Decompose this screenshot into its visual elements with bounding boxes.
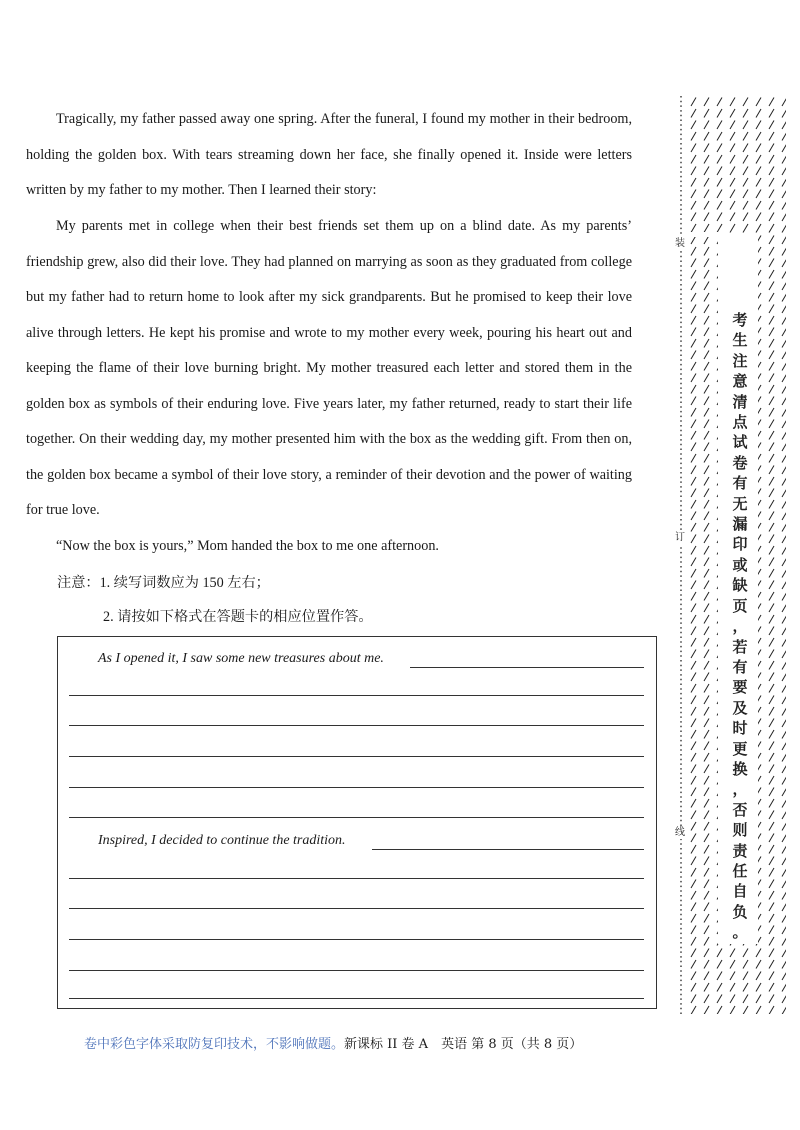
answer-line[interactable] <box>372 849 644 850</box>
notice-glyph: 缺 <box>732 576 748 595</box>
answer-line[interactable] <box>69 998 644 999</box>
binding-mark-zhuang: 装 <box>675 238 685 249</box>
notice-glyph: 试 <box>732 433 748 452</box>
notice-glyph: 责 <box>732 841 748 860</box>
notice-glyph: 否 <box>732 800 748 819</box>
binding-mark-xian: 线 <box>675 827 685 838</box>
notice-glyph: 无 <box>732 494 748 513</box>
binding-mark-ding: 订 <box>675 532 685 543</box>
answer-line[interactable] <box>410 667 644 668</box>
notice-glyph: 若 <box>732 637 748 656</box>
answer-line[interactable] <box>69 878 644 879</box>
continuation-prompt-1: As I opened it, I saw some new treasures about me. <box>98 651 384 666</box>
notice-glyph: 页 <box>732 596 748 615</box>
notice-glyph: 及 <box>732 698 748 717</box>
notice-glyph: ， <box>732 780 748 799</box>
note-item-1 <box>57 572 270 592</box>
answer-box <box>57 636 657 1009</box>
notice-glyph: 清 <box>732 392 748 411</box>
notice-glyph: 自 <box>732 882 748 901</box>
passage-paragraph-3: “Now the box is yours,” Mom handed the box to me one afternoon. <box>56 538 439 554</box>
answer-line[interactable] <box>69 939 644 940</box>
notice-glyph: 生 <box>732 331 748 350</box>
answer-line[interactable] <box>69 725 644 726</box>
page-footer <box>84 1033 582 1052</box>
notice-glyph: 。 <box>732 923 748 942</box>
notice-glyph: 任 <box>732 861 748 880</box>
note-item-1-text: 1. 续写词数应为 150 左右； <box>99 575 270 591</box>
notice-glyph: 负 <box>732 902 748 921</box>
answer-line[interactable] <box>69 756 644 757</box>
notice-glyph: 意 <box>732 372 748 391</box>
notice-glyph: 点 <box>732 413 748 432</box>
continuation-prompt-2: Inspired, I decided to continue the tradition. <box>98 833 346 848</box>
notice-glyph: 卷 <box>732 453 748 472</box>
notice-glyph: 更 <box>732 739 748 758</box>
notice-glyph: 有 <box>732 474 748 493</box>
notice-glyph: ， <box>732 617 748 636</box>
answer-line[interactable] <box>69 787 644 788</box>
notice-glyph: 要 <box>732 678 748 697</box>
answer-line[interactable] <box>69 970 644 971</box>
notice-glyph: 则 <box>732 821 748 840</box>
notice-glyph: 注 <box>732 351 748 370</box>
notice-glyph: 印 <box>732 535 748 554</box>
anti-copy-note: 卷中彩色字体采取防复印技术，不影响做题。 <box>84 1037 345 1052</box>
notice-glyph: 或 <box>732 555 748 574</box>
passage-paragraph-1: Tragically, my father passed away one spring. After the funeral, I found my mother in their bedroom, holding the golden box. With tears streaming down her face, she finally opened it. Inside were letters written by my father to my mother. Then I learned their story: <box>26 111 632 198</box>
answer-line[interactable] <box>69 695 644 696</box>
answer-line[interactable] <box>69 817 644 818</box>
answer-line[interactable] <box>69 908 644 909</box>
notice-glyph: 考 <box>732 311 748 329</box>
page-info: 新课标 II 卷 A 英语 第 8 页（共 8 页） <box>344 1037 583 1052</box>
exam-notice-vertical <box>729 310 751 943</box>
note-item-2: 2. 请按如下格式在答题卡的相应位置作答。 <box>103 609 373 625</box>
notice-glyph: 漏 <box>732 515 748 534</box>
passage-paragraph-2: My parents met in college when their best friends set them up on a blind date. As my parents’ friendship grew, also did their love. They had planned on marrying as soon as they graduated from college but my father had to return home to look after my sick grandparents. But he promised to keep their love alive through letters. He kept his promise and wrote to my mother every week, pouring his heart out and keeping the flame of their love burning bright. My mother treasured each letter and stored them in the golden box as symbols of their enduring love. Five years later, my father returned, ready to start their life together. On their wedding day, my mother presented him with the box as the wedding gift. From then on, the golden box became a symbol of their love story, a reminder of their devotion and the power of waiting for true love. <box>26 218 632 518</box>
note-label: 注意： <box>57 575 100 591</box>
notice-glyph: 时 <box>732 719 748 738</box>
notice-glyph: 有 <box>732 657 748 676</box>
notice-glyph: 换 <box>732 759 748 778</box>
